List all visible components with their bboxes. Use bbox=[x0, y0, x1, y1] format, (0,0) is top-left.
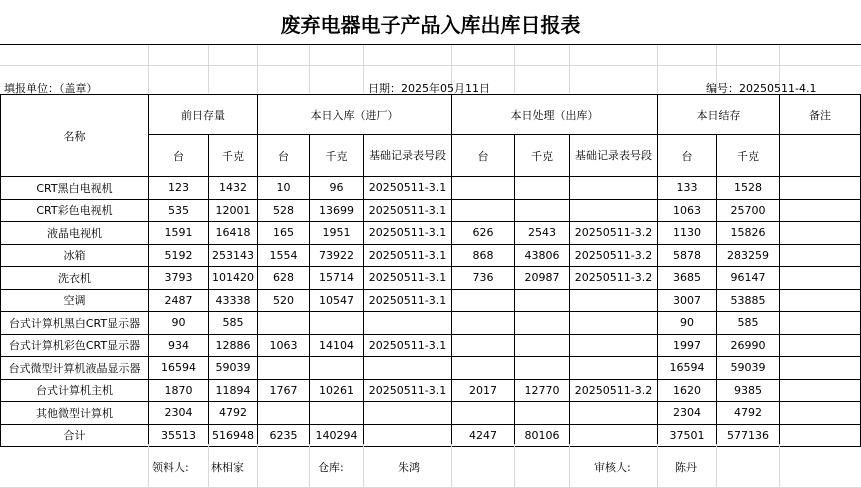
cell-prev-kg: 12886 bbox=[209, 334, 258, 357]
cell-prev-kg: 16418 bbox=[209, 222, 258, 245]
cell-in-record bbox=[364, 402, 452, 425]
cell-in-record: 20250511-3.1 bbox=[364, 244, 452, 267]
cell-out-record bbox=[570, 402, 658, 425]
cell-prev-kg: 1432 bbox=[209, 177, 258, 200]
cell-prev-tai: 2487 bbox=[149, 289, 209, 312]
cell-prev-tai: 16594 bbox=[149, 357, 209, 380]
cell-balance-tai: 16594 bbox=[658, 357, 717, 380]
cell-remark bbox=[780, 222, 861, 245]
cell-in-tai: 1767 bbox=[258, 379, 310, 402]
cell-prev-tai: 3793 bbox=[149, 267, 209, 290]
cell-in-kg: 1951 bbox=[310, 222, 364, 245]
cell-balance-tai: 2304 bbox=[658, 402, 717, 425]
cell-balance-tai: 133 bbox=[658, 177, 717, 200]
sub-header-tai: 台 bbox=[452, 135, 515, 177]
cell-prev-kg: 11894 bbox=[209, 379, 258, 402]
sub-header-tai: 台 bbox=[258, 135, 310, 177]
cell-balance-tai: 5878 bbox=[658, 244, 717, 267]
cell-out-tai: 868 bbox=[452, 244, 515, 267]
report-title: 废弃电器电子产品入库出库日报表 bbox=[280, 13, 581, 37]
cell-remark bbox=[780, 312, 861, 335]
cell-out-kg: 43806 bbox=[515, 244, 570, 267]
sub-header-kg: 千克 bbox=[717, 135, 780, 177]
cell-out-record bbox=[570, 289, 658, 312]
cell-in-kg bbox=[310, 402, 364, 425]
table-row bbox=[1, 267, 861, 290]
report-number: 编号：20250511-4.1 bbox=[706, 82, 817, 95]
col-header-remark: 备注 bbox=[780, 95, 861, 135]
footer-signatures bbox=[0, 444, 861, 488]
cell-out-tai bbox=[452, 402, 515, 425]
cell-out-record: 20250511-3.2 bbox=[570, 379, 658, 402]
table-row bbox=[1, 177, 861, 200]
cell-balance-kg: 4792 bbox=[717, 402, 780, 425]
sub-header-kg: 千克 bbox=[209, 135, 258, 177]
cell-out-tai bbox=[452, 289, 515, 312]
cell-balance-kg: 283259 bbox=[717, 244, 780, 267]
sub-header-kg: 千克 bbox=[515, 135, 570, 177]
cell-out-kg bbox=[515, 199, 570, 222]
cell-out-record bbox=[570, 357, 658, 380]
cell-in-tai: 165 bbox=[258, 222, 310, 245]
cell-prev-kg: 516948 bbox=[209, 424, 258, 447]
cell-in-record bbox=[364, 357, 452, 380]
cell-prev-tai: 5192 bbox=[149, 244, 209, 267]
cell-remark bbox=[780, 177, 861, 200]
cell-in-record bbox=[364, 312, 452, 335]
cell-balance-kg: 577136 bbox=[717, 424, 780, 447]
cell-in-kg bbox=[310, 312, 364, 335]
cell-out-kg bbox=[515, 289, 570, 312]
cell-balance-tai: 1063 bbox=[658, 199, 717, 222]
cell-in-kg: 10547 bbox=[310, 289, 364, 312]
cell-out-tai: 4247 bbox=[452, 424, 515, 447]
cell-remark bbox=[780, 379, 861, 402]
cell-balance-tai: 1130 bbox=[658, 222, 717, 245]
cell-balance-tai: 37501 bbox=[658, 424, 717, 447]
col-header-in: 本日入库（进厂） bbox=[258, 95, 452, 135]
cell-in-record: 20250511-3.1 bbox=[364, 222, 452, 245]
cell-out-tai: 736 bbox=[452, 267, 515, 290]
cell-balance-kg: 25700 bbox=[717, 199, 780, 222]
cell-out-kg bbox=[515, 334, 570, 357]
cell-in-tai bbox=[258, 312, 310, 335]
cell-balance-kg: 59039 bbox=[717, 357, 780, 380]
table-row bbox=[1, 244, 861, 267]
cell-name: 台式计算机黑白CRT显示器 bbox=[1, 312, 149, 335]
cell-out-record: 20250511-3.2 bbox=[570, 222, 658, 245]
cell-out-record bbox=[570, 177, 658, 200]
report-date: 日期：2025年05月11日 bbox=[368, 82, 490, 95]
cell-prev-kg: 4792 bbox=[209, 402, 258, 425]
cell-in-record: 20250511-3.1 bbox=[364, 267, 452, 290]
reporting-unit: 填报单位：（盖章） bbox=[4, 82, 98, 95]
sub-header-remark-blank bbox=[780, 135, 861, 177]
cell-prev-kg: 101420 bbox=[209, 267, 258, 290]
cell-in-kg: 73922 bbox=[310, 244, 364, 267]
sub-header-record: 基础记录表号段 bbox=[570, 135, 658, 177]
cell-in-tai bbox=[258, 402, 310, 425]
cell-prev-kg: 12001 bbox=[209, 199, 258, 222]
cell-remark bbox=[780, 267, 861, 290]
warehouse-label: 仓库: bbox=[318, 461, 344, 474]
cell-balance-tai: 3007 bbox=[658, 289, 717, 312]
receiver-label: 领料人: bbox=[152, 461, 189, 474]
cell-remark bbox=[780, 334, 861, 357]
cell-in-record: 20250511-3.1 bbox=[364, 289, 452, 312]
sub-header-kg: 千克 bbox=[310, 135, 364, 177]
cell-balance-tai: 1997 bbox=[658, 334, 717, 357]
cell-out-tai: 626 bbox=[452, 222, 515, 245]
cell-out-tai bbox=[452, 312, 515, 335]
cell-in-tai: 1554 bbox=[258, 244, 310, 267]
title-row bbox=[0, 0, 861, 45]
cell-prev-tai: 1591 bbox=[149, 222, 209, 245]
cell-name: 洗衣机 bbox=[1, 267, 149, 290]
cell-in-tai: 10 bbox=[258, 177, 310, 200]
sub-header-tai: 台 bbox=[658, 135, 717, 177]
cell-out-tai bbox=[452, 199, 515, 222]
cell-out-tai bbox=[452, 177, 515, 200]
cell-prev-kg: 253143 bbox=[209, 244, 258, 267]
cell-out-kg bbox=[515, 402, 570, 425]
table-row bbox=[1, 199, 861, 222]
cell-out-record bbox=[570, 334, 658, 357]
cell-out-record: 20250511-3.2 bbox=[570, 244, 658, 267]
cell-prev-tai: 90 bbox=[149, 312, 209, 335]
table-row bbox=[1, 289, 861, 312]
cell-out-kg bbox=[515, 312, 570, 335]
cell-out-kg: 2543 bbox=[515, 222, 570, 245]
sub-header-record: 基础记录表号段 bbox=[364, 135, 452, 177]
cell-prev-tai: 535 bbox=[149, 199, 209, 222]
cell-name: 液晶电视机 bbox=[1, 222, 149, 245]
cell-in-tai: 528 bbox=[258, 199, 310, 222]
col-header-name: 名称 bbox=[1, 95, 149, 177]
cell-balance-kg: 26990 bbox=[717, 334, 780, 357]
table-row bbox=[1, 402, 861, 425]
cell-name: CRT黑白电视机 bbox=[1, 177, 149, 200]
cell-balance-tai: 1620 bbox=[658, 379, 717, 402]
table-row bbox=[1, 357, 861, 380]
cell-prev-kg: 59039 bbox=[209, 357, 258, 380]
cell-name: 其他微型计算机 bbox=[1, 402, 149, 425]
cell-in-kg: 15714 bbox=[310, 267, 364, 290]
cell-in-kg: 13699 bbox=[310, 199, 364, 222]
cell-in-tai: 6235 bbox=[258, 424, 310, 447]
cell-name: 台式计算机彩色CRT显示器 bbox=[1, 334, 149, 357]
cell-balance-kg: 53885 bbox=[717, 289, 780, 312]
cell-prev-tai: 123 bbox=[149, 177, 209, 200]
cell-in-tai: 520 bbox=[258, 289, 310, 312]
cell-out-kg bbox=[515, 177, 570, 200]
report-table bbox=[0, 94, 861, 447]
reviewer-name: 陈丹 bbox=[675, 461, 697, 474]
cell-balance-tai: 3685 bbox=[658, 267, 717, 290]
cell-prev-tai: 934 bbox=[149, 334, 209, 357]
cell-remark bbox=[780, 289, 861, 312]
cell-out-kg: 80106 bbox=[515, 424, 570, 447]
sub-header-tai: 台 bbox=[149, 135, 209, 177]
table-row bbox=[1, 334, 861, 357]
cell-balance-kg: 96147 bbox=[717, 267, 780, 290]
cell-name: 冰箱 bbox=[1, 244, 149, 267]
cell-out-tai bbox=[452, 334, 515, 357]
col-header-prev-stock: 前日存量 bbox=[149, 95, 258, 135]
cell-in-kg: 10261 bbox=[310, 379, 364, 402]
cell-in-tai: 1063 bbox=[258, 334, 310, 357]
cell-name: 台式微型计算机液晶显示器 bbox=[1, 357, 149, 380]
cell-prev-tai: 35513 bbox=[149, 424, 209, 447]
cell-name: 台式计算机主机 bbox=[1, 379, 149, 402]
cell-in-kg: 140294 bbox=[310, 424, 364, 447]
cell-remark bbox=[780, 357, 861, 380]
cell-balance-tai: 90 bbox=[658, 312, 717, 335]
cell-prev-kg: 43338 bbox=[209, 289, 258, 312]
cell-balance-kg: 9385 bbox=[717, 379, 780, 402]
cell-name: CRT彩色电视机 bbox=[1, 199, 149, 222]
cell-balance-kg: 15826 bbox=[717, 222, 780, 245]
cell-balance-kg: 1528 bbox=[717, 177, 780, 200]
cell-name: 空调 bbox=[1, 289, 149, 312]
cell-remark bbox=[780, 199, 861, 222]
cell-out-record bbox=[570, 199, 658, 222]
col-header-balance: 本日结存 bbox=[658, 95, 780, 135]
cell-in-record: 20250511-3.1 bbox=[364, 177, 452, 200]
cell-in-tai bbox=[258, 357, 310, 380]
cell-balance-kg: 585 bbox=[717, 312, 780, 335]
cell-out-tai: 2017 bbox=[452, 379, 515, 402]
cell-in-kg: 14104 bbox=[310, 334, 364, 357]
header-row-1 bbox=[1, 95, 861, 135]
table-body bbox=[1, 177, 861, 447]
cell-remark bbox=[780, 244, 861, 267]
cell-remark bbox=[780, 402, 861, 425]
table-row bbox=[1, 379, 861, 402]
cell-name: 合计 bbox=[1, 424, 149, 447]
table-row bbox=[1, 312, 861, 335]
warehouse-name: 朱鸿 bbox=[398, 461, 420, 474]
cell-out-kg: 20987 bbox=[515, 267, 570, 290]
cell-in-kg bbox=[310, 357, 364, 380]
reviewer-label: 审核人: bbox=[594, 461, 631, 474]
cell-out-record: 20250511-3.2 bbox=[570, 267, 658, 290]
cell-prev-tai: 2304 bbox=[149, 402, 209, 425]
cell-in-record: 20250511-3.1 bbox=[364, 334, 452, 357]
cell-out-kg: 12770 bbox=[515, 379, 570, 402]
cell-prev-tai: 1870 bbox=[149, 379, 209, 402]
cell-prev-kg: 585 bbox=[209, 312, 258, 335]
table-row bbox=[1, 222, 861, 245]
col-header-out: 本日处理（出库） bbox=[452, 95, 658, 135]
cell-out-kg bbox=[515, 357, 570, 380]
cell-in-tai: 628 bbox=[258, 267, 310, 290]
cell-in-record: 20250511-3.1 bbox=[364, 379, 452, 402]
cell-in-kg: 96 bbox=[310, 177, 364, 200]
cell-out-record bbox=[570, 312, 658, 335]
cell-in-record: 20250511-3.1 bbox=[364, 199, 452, 222]
cell-out-tai bbox=[452, 357, 515, 380]
receiver-name: 林相家 bbox=[211, 461, 244, 474]
